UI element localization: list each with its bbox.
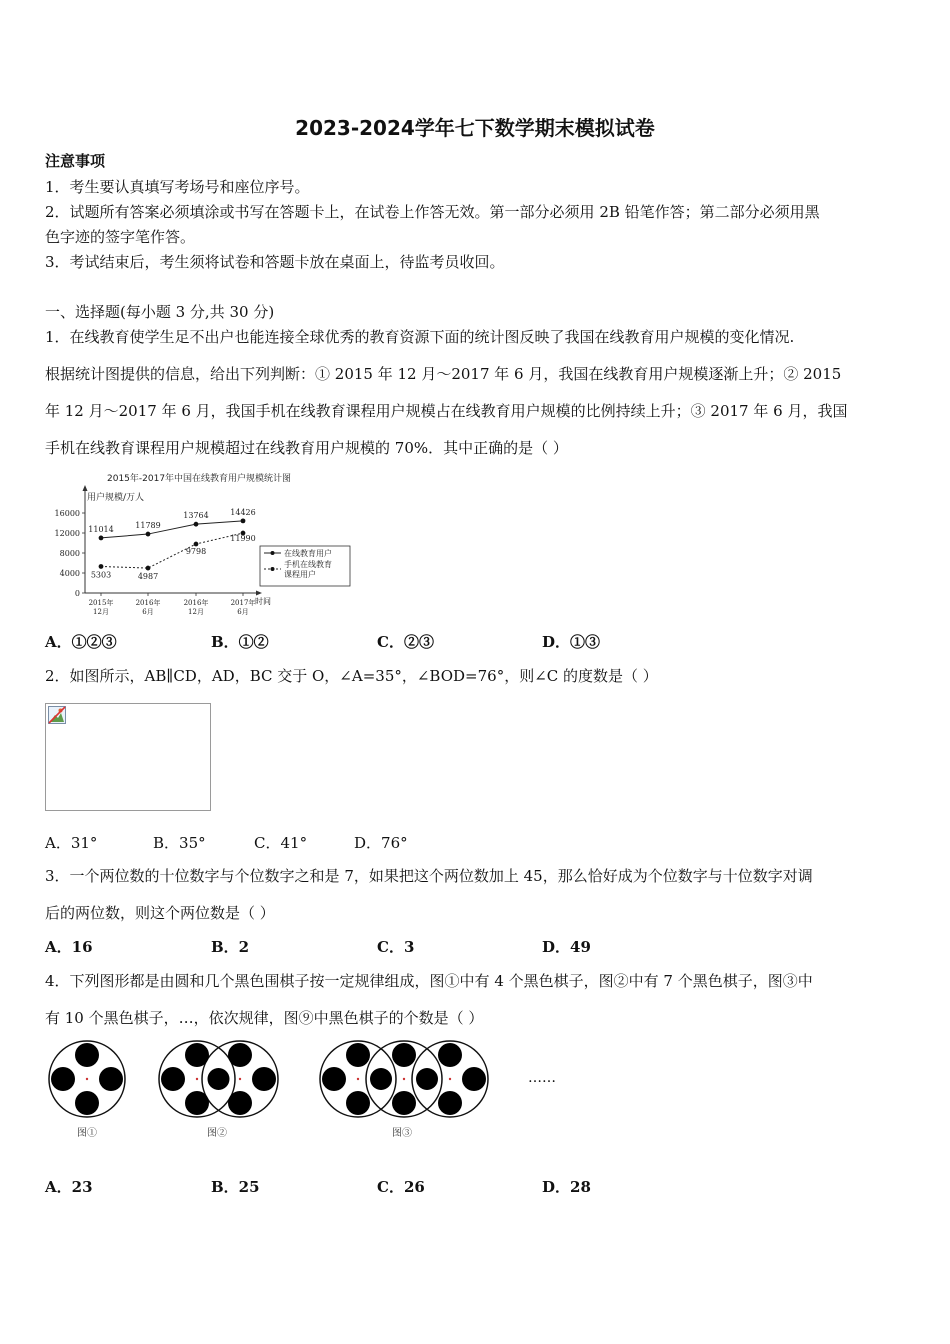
y-tick-label: 12000 xyxy=(54,529,80,538)
figure-ellipsis: …… xyxy=(528,1070,556,1086)
q3-option-a[interactable]: A．16 xyxy=(45,938,93,956)
q1-option-d[interactable]: D．①③ xyxy=(542,633,601,651)
notice-item-1: 1．考生要认真填写考场号和座位序号。 xyxy=(45,178,310,196)
y-tick-label: 16000 xyxy=(54,509,80,518)
go-stone xyxy=(185,1091,209,1115)
data-label: 5303 xyxy=(90,570,112,580)
data-point xyxy=(194,542,199,547)
q1-option-c[interactable]: C．②③ xyxy=(377,633,434,651)
go-stone xyxy=(392,1043,416,1067)
q1-option-a[interactable]: A．①②③ xyxy=(45,633,117,651)
q3-line-1: 3．一个两位数的十位数字与个位数字之和是 7，如果把这个两位数加上 45，那么恰好成为个位数字与十位数字对调 xyxy=(45,867,813,885)
q1-line-4: 手机在线教育课程用户规模超过在线教育用户规模的 70%．其中正确的是（ ） xyxy=(45,439,568,457)
x-tick-label: 2015年 12月 xyxy=(88,599,114,616)
notice-item-3: 3．考试结束后，考生须将试卷和答题卡放在桌面上，待监考员收回。 xyxy=(45,253,505,271)
notice-item-2: 2．试题所有答案必须填涂或书写在答题卡上，在试卷上作答无效。第一部分必须用 2B 铅笔作答；第二部分必须用黑 xyxy=(45,203,820,221)
x-ticks xyxy=(89,593,256,616)
data-point xyxy=(146,532,151,537)
figure-3 xyxy=(320,1041,488,1139)
x-tick-label: 2017年 6月 xyxy=(230,599,256,616)
chart-svg xyxy=(45,468,355,620)
data-label: 13764 xyxy=(183,511,209,521)
q3-option-c[interactable]: C．3 xyxy=(377,938,415,956)
q1-option-b[interactable]: B．①② xyxy=(211,633,269,651)
legend-marker-2 xyxy=(271,567,275,571)
q1-line-chart xyxy=(45,468,355,620)
go-stone xyxy=(416,1068,438,1090)
legend-marker-1 xyxy=(271,551,275,555)
chart-legend xyxy=(260,546,350,586)
y-ticks xyxy=(55,509,85,598)
go-stone xyxy=(438,1043,462,1067)
y-tick-label: 0 xyxy=(74,589,80,598)
y-axis-arrow xyxy=(83,485,88,491)
data-label: 9798 xyxy=(185,547,207,557)
figure-1-label: 图① xyxy=(77,1128,97,1139)
series-group xyxy=(88,508,255,581)
q4-line-1: 4．下列图形都是由圆和几个黑色围棋子按一定规律组成，图①中有 4 个黑色棋子，图②中有 7 个黑色棋子，图③中 xyxy=(45,972,813,990)
data-label: 11014 xyxy=(88,524,114,534)
section-heading: 一、选择题(每小题 3 分,共 30 分) xyxy=(45,303,275,321)
q1-line-1: 1．在线教育使学生足不出户也能连接全球优秀的教育资源下面的统计图反映了我国在线教育用户规模的变化情况. xyxy=(45,328,795,346)
go-stone xyxy=(185,1043,209,1067)
q1-line-2: 根据统计图提供的信息，给出下列判断：① 2015 年 12 月～2017 年 6 月，我国在线教育用户规模逐渐上升；② 2015 xyxy=(45,365,842,383)
q3-option-d[interactable]: D．49 xyxy=(542,938,591,956)
go-stone xyxy=(228,1043,252,1067)
q4-option-d[interactable]: D．28 xyxy=(542,1178,591,1196)
data-point xyxy=(99,564,104,569)
q1-line-3: 年 12 月～2017 年 6 月，我国手机在线教育课程用户规模占在线教育用户规模的比例持续上升；③ 2017 年 6 月，我国 xyxy=(45,402,848,420)
go-stone xyxy=(252,1067,276,1091)
figure-1 xyxy=(49,1041,125,1139)
data-point xyxy=(194,522,199,527)
figure-2 xyxy=(159,1041,278,1139)
q4-option-a[interactable]: A．23 xyxy=(45,1178,93,1196)
go-stone xyxy=(51,1067,75,1091)
data-label: 11990 xyxy=(230,534,256,544)
q2-line: 2．如图所示，AB∥CD，AD，BC 交于 O，∠A=35°，∠BOD=76°，则∠C 的度数是（ ） xyxy=(45,667,658,685)
go-stone xyxy=(346,1091,370,1115)
x-tick-label: 2016年 6月 xyxy=(135,599,161,616)
q3-line-2: 后的两位数，则这个两位数是（ ） xyxy=(45,904,275,922)
legend-label-2: 手机在线教育课程用户 xyxy=(284,560,332,579)
exam-title: 2023-2024学年七下数学期末模拟试卷 xyxy=(295,116,655,140)
data-point xyxy=(99,536,104,541)
go-stone xyxy=(208,1068,230,1090)
figure-3-label: 图③ xyxy=(392,1128,412,1139)
go-stone xyxy=(346,1043,370,1067)
y-tick-label: 4000 xyxy=(59,569,80,578)
q2-figure-placeholder xyxy=(45,703,211,811)
go-stone xyxy=(228,1091,252,1115)
chart-xlabel: 时间 xyxy=(255,597,271,606)
x-axis-arrow xyxy=(256,591,262,596)
chart-title: 2015年-2017年中国在线教育用户规模统计图 xyxy=(107,474,292,484)
q4-line-2: 有 10 个黑色棋子，…，依次规律，图⑨中黑色棋子的个数是（ ） xyxy=(45,1009,484,1027)
q4-option-c[interactable]: C．26 xyxy=(377,1178,425,1196)
go-stone xyxy=(438,1091,462,1115)
figure-2-label: 图② xyxy=(207,1128,227,1139)
go-stone xyxy=(75,1043,99,1067)
go-stone xyxy=(392,1091,416,1115)
q4-option-b[interactable]: B．25 xyxy=(211,1178,260,1196)
chart-ylabel: 用户规模/万人 xyxy=(87,493,145,503)
data-label: 4987 xyxy=(137,572,159,582)
notice-item-2-cont: 色字迹的签字笔作答。 xyxy=(45,228,196,246)
q2-option-d[interactable]: D．76° xyxy=(354,834,408,852)
series-line-2 xyxy=(101,533,243,568)
q3-option-b[interactable]: B．2 xyxy=(211,938,250,956)
go-stone xyxy=(462,1067,486,1091)
data-point xyxy=(241,518,246,523)
go-stone xyxy=(322,1067,346,1091)
q2-option-c[interactable]: C．41° xyxy=(254,834,308,852)
x-tick-label: 2016年 12月 xyxy=(183,599,209,616)
q2-option-a[interactable]: A．31° xyxy=(45,834,98,852)
data-point xyxy=(146,566,151,571)
data-label: 11789 xyxy=(135,521,161,531)
legend-label-1: 在线教育用户 xyxy=(284,549,332,558)
notice-heading: 注意事项 xyxy=(45,152,106,170)
go-stone xyxy=(75,1091,99,1115)
y-tick-label: 8000 xyxy=(59,549,80,558)
q4-figures xyxy=(40,1036,580,1146)
series-line-1 xyxy=(101,521,243,538)
q2-option-b[interactable]: B．35° xyxy=(153,834,206,852)
data-label: 14426 xyxy=(230,507,256,517)
go-stone xyxy=(99,1067,123,1091)
go-stone xyxy=(161,1067,185,1091)
broken-image-icon xyxy=(48,706,66,724)
go-stone xyxy=(370,1068,392,1090)
